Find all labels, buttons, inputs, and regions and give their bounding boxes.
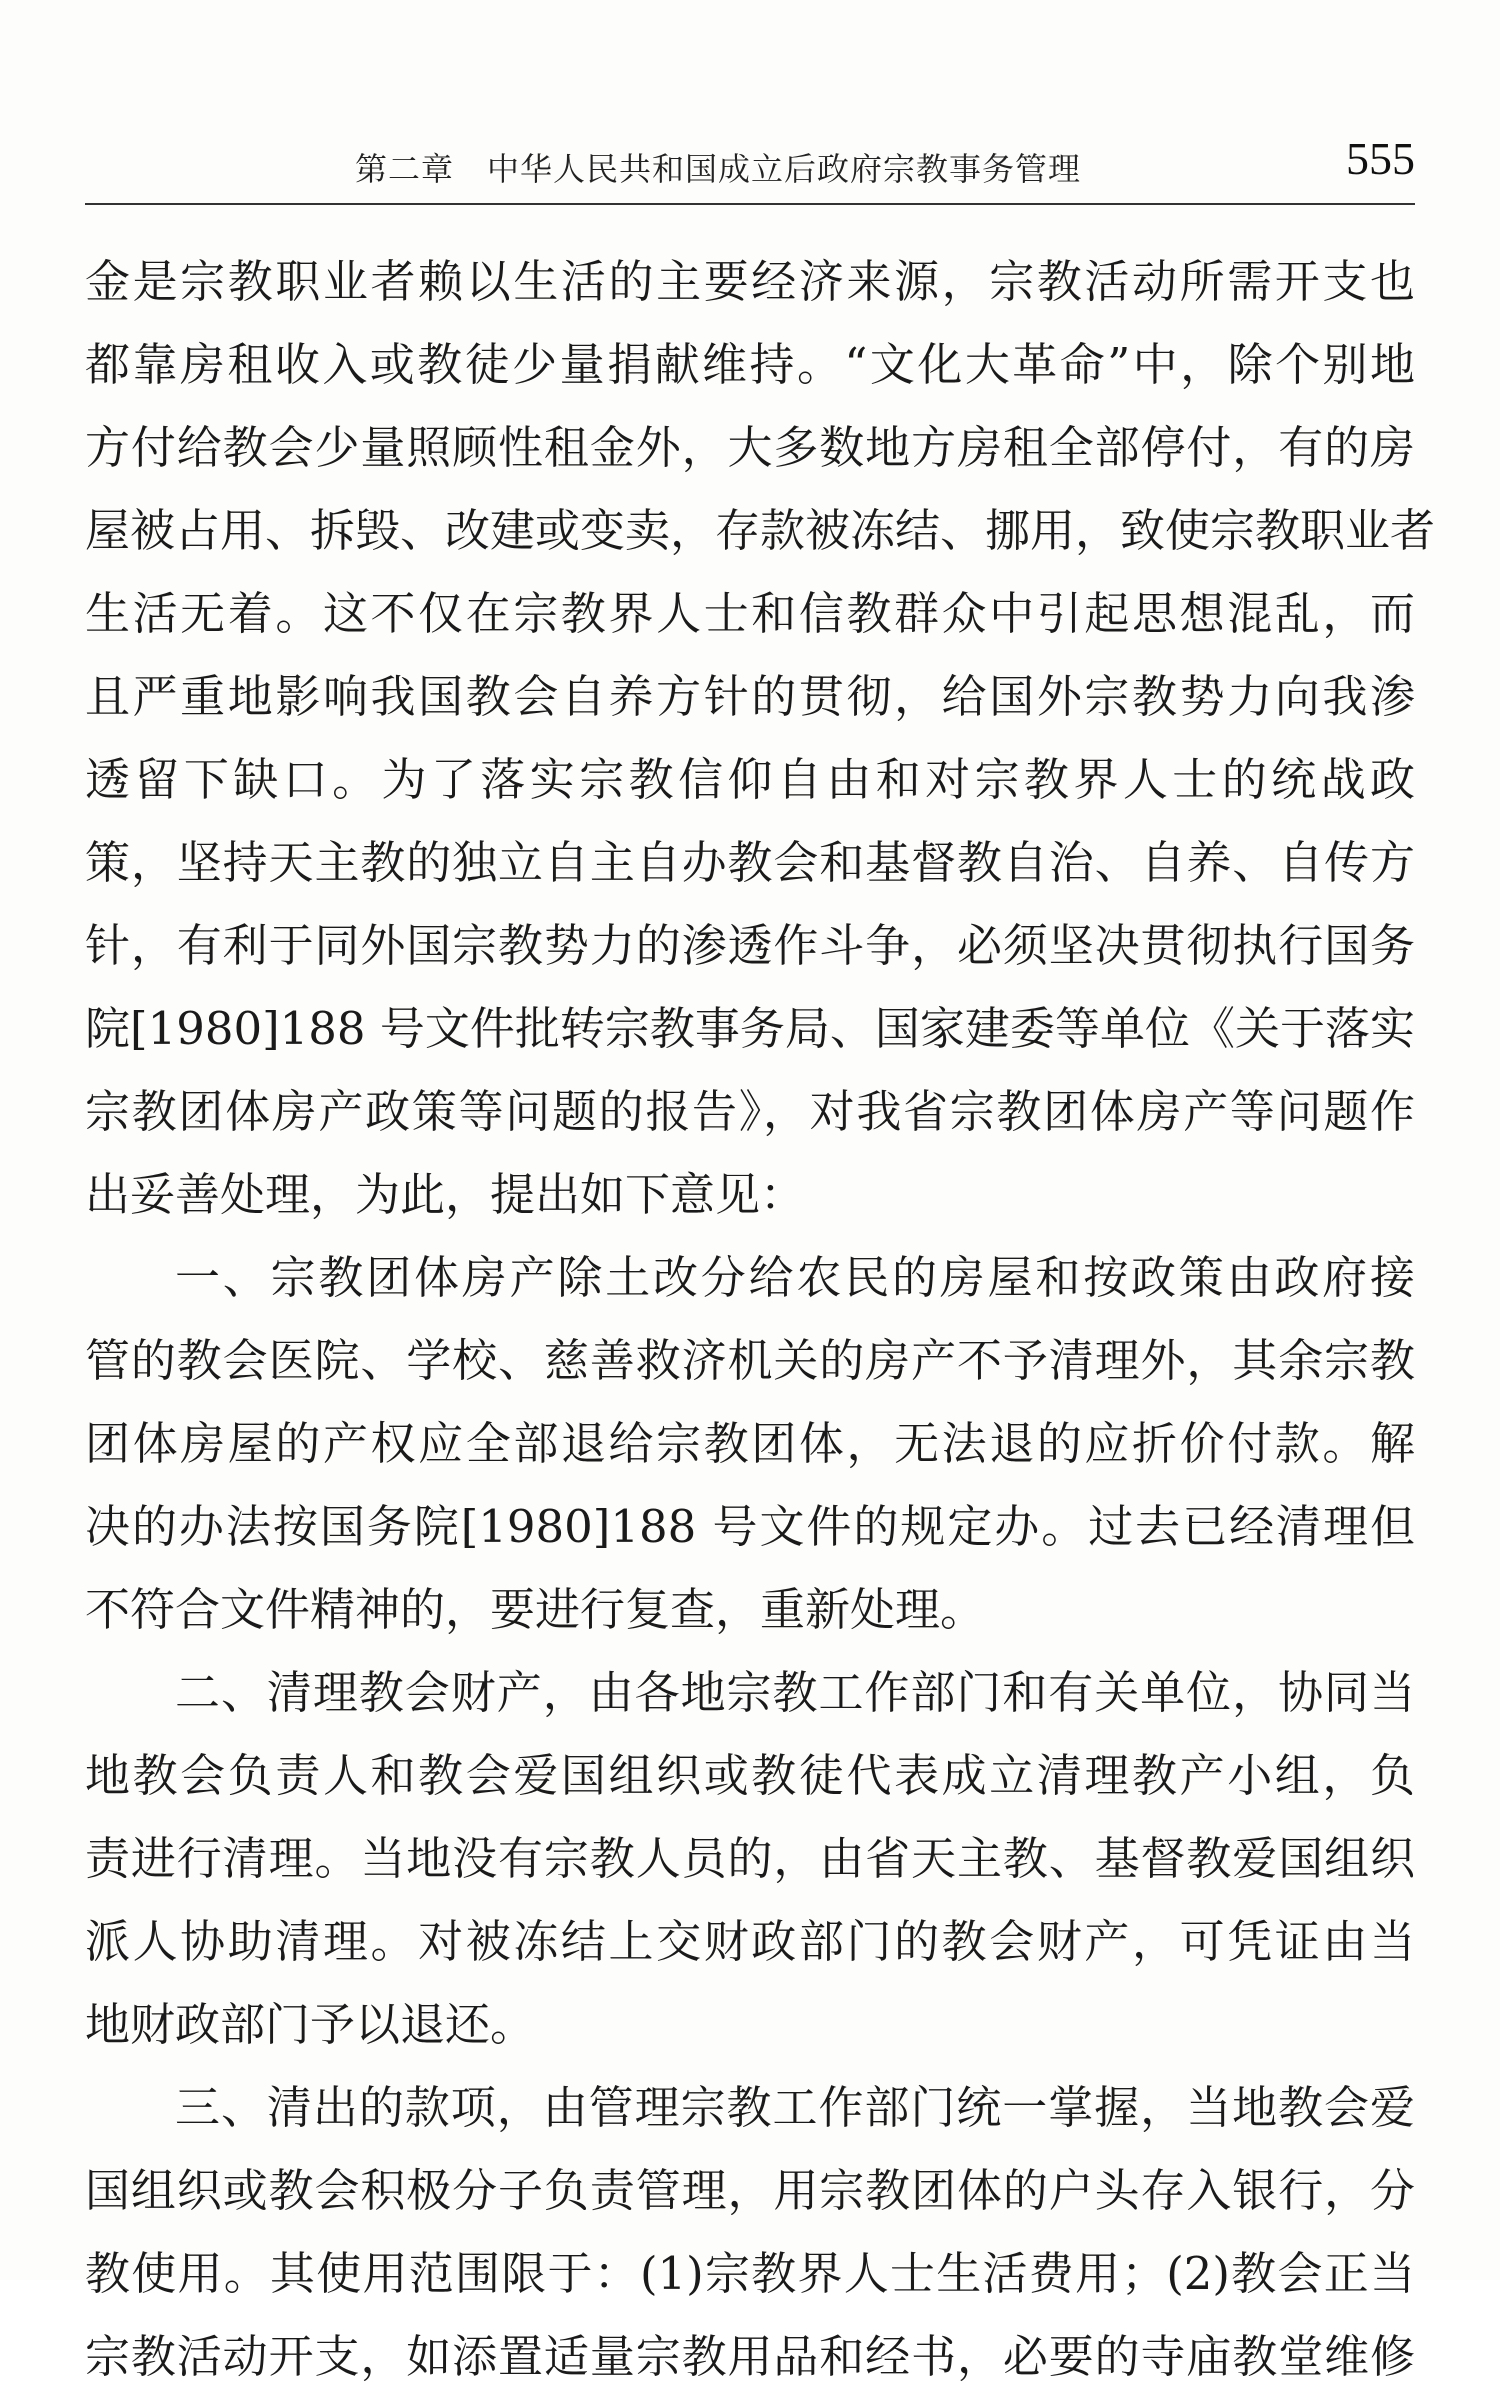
text-line: 团体房屋的产权应全部退给宗教团体，无法退的应折价付款。解 bbox=[85, 1417, 1415, 1470]
text-line: 金是宗教职业者赖以生活的主要经济来源，宗教活动所需开支也 bbox=[85, 255, 1415, 308]
text-line: 决的办法按国务院[1980]188 号文件的规定办。过去已经清理但 bbox=[85, 1500, 1415, 1553]
page-number: 555 bbox=[1346, 133, 1415, 184]
text-line: 策，坚持天主教的独立自主自办教会和基督教自治、自养、自传方 bbox=[85, 836, 1415, 889]
text-line: 透留下缺口。为了落实宗教信仰自由和对宗教界人士的统战政 bbox=[85, 753, 1415, 806]
text-line: 教使用。其使用范围限于：(1)宗教界人士生活费用；(2)教会正当 bbox=[85, 2247, 1415, 2300]
text-line: 出妥善处理，为此，提出如下意见： bbox=[85, 1168, 806, 1221]
text-line: 且严重地影响我国教会自养方针的贯彻，给国外宗教势力向我渗 bbox=[85, 670, 1415, 723]
text-line: 屋被占用、拆毁、改建或变卖，存款被冻结、挪用，致使宗教职业者 bbox=[85, 504, 1436, 557]
text-line: 责进行清理。当地没有宗教人员的，由省天主教、基督教爱国组织 bbox=[85, 1832, 1415, 1885]
text-line: 管的教会医院、学校、慈善救济机关的房产不予清理外，其余宗教 bbox=[85, 1334, 1415, 1387]
text-line: 一、宗教团体房产除土改分给农民的房屋和按政策由政府接 bbox=[175, 1251, 1415, 1304]
text-line: 针，有利于同外国宗教势力的渗透作斗争，必须坚决贯彻执行国务 bbox=[85, 919, 1415, 972]
text-line: 地财政部门予以退还。 bbox=[85, 1998, 536, 2051]
text-line: 二、清理教会财产，由各地宗教工作部门和有关单位，协同当 bbox=[175, 1666, 1415, 1719]
text-line: 院[1980]188 号文件批转宗教事务局、国家建委等单位《关于落实 bbox=[85, 1002, 1415, 1055]
text-line: 三、清出的款项，由管理宗教工作部门统一掌握，当地教会爱 bbox=[175, 2081, 1415, 2134]
text-line: 生活无着。这不仅在宗教界人士和信教群众中引起思想混乱，而 bbox=[85, 587, 1415, 640]
text-line: 宗教活动开支，如添置适量宗教用品和经书，必要的寺庙教堂维修 bbox=[85, 2330, 1415, 2383]
header-divider bbox=[85, 203, 1415, 205]
text-line: 派人协助清理。对被冻结上交财政部门的教会财产，可凭证由当 bbox=[85, 1915, 1415, 1968]
running-header bbox=[85, 128, 1415, 198]
text-line: 国组织或教会积极分子负责管理，用宗教团体的户头存入银行，分 bbox=[85, 2164, 1415, 2217]
text-line: 方付给教会少量照顾性租金外，大多数地方房租全部停付，有的房 bbox=[85, 421, 1415, 474]
chapter-title: 第二章 中华人民共和国成立后政府宗教事务管理 bbox=[355, 150, 1082, 188]
text-line: 地教会负责人和教会爱国组织或教徒代表成立清理教产小组，负 bbox=[85, 1749, 1415, 1802]
text-line: 都靠房租收入或教徒少量捐献维持。“文化大革命”中，除个别地 bbox=[85, 338, 1415, 391]
text-line: 宗教团体房产政策等问题的报告》，对我省宗教团体房产等问题作 bbox=[85, 1085, 1415, 1138]
body-text bbox=[85, 240, 1436, 2398]
text-line: 不符合文件精神的，要进行复查，重新处理。 bbox=[85, 1583, 986, 1636]
